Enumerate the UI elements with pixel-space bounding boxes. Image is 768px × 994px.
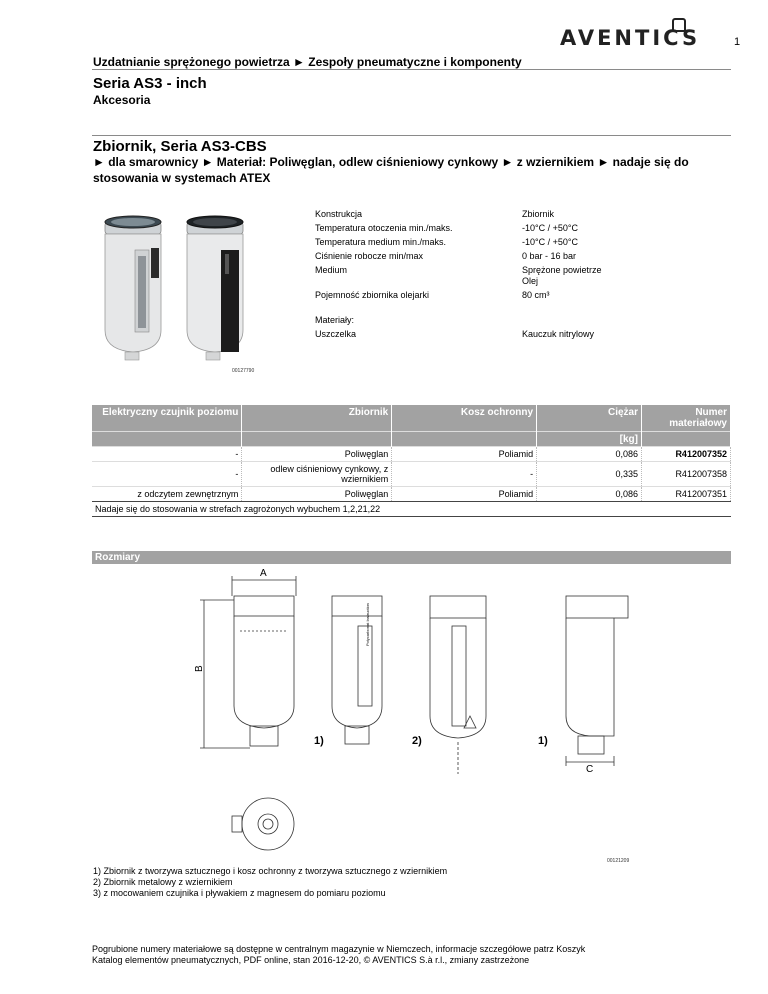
table-cell: z odczytem zewnętrznym bbox=[92, 487, 242, 502]
callout: 2) bbox=[412, 735, 422, 747]
order-table bbox=[92, 405, 731, 517]
materials-heading: Materiały: bbox=[315, 315, 355, 325]
unit-cell bbox=[92, 432, 242, 447]
footer-line: Katalog elementów pneumatycznych, PDF online, stan 2016-12-20, © AVENTICS S.à r.l., zmiany zastrzeżone bbox=[92, 955, 530, 965]
table-note-row bbox=[92, 502, 731, 517]
spec-value: -10°C / +50°C bbox=[522, 237, 578, 247]
side-text: Polycarbonat Instruction bbox=[365, 603, 370, 646]
spec-value: -10°C / +50°C bbox=[522, 223, 578, 233]
spec-label: Pojemność zbiornika olejarki bbox=[315, 290, 430, 300]
table-row bbox=[92, 462, 731, 487]
table-row bbox=[92, 487, 731, 502]
spec-label: Konstrukcja bbox=[315, 209, 363, 219]
table-cell: 0,086 bbox=[537, 447, 642, 462]
table-note: Nadaje się do stosowania w strefach zagrożonych wybuchem 1,2,21,22 bbox=[92, 502, 731, 517]
product-tagline: ► dla smarownicy ► Materiał: Poliwęglan, odlew ciśnieniowy cynkowy ► z wziernikiem ► nadaje się do stosowania w systemach ATEX bbox=[93, 155, 689, 185]
footer-line: Pogrubione numery materiałowe są dostępne w centralnym magazynie w Niemczech, informacje szczegółowe patrz Koszyk bbox=[92, 944, 586, 954]
materials-label: Uszczelka bbox=[315, 329, 357, 339]
column-header: Zbiornik bbox=[242, 405, 392, 432]
unit-cell bbox=[392, 432, 537, 447]
footnotes bbox=[93, 866, 447, 899]
page-number: 1 bbox=[734, 36, 741, 48]
table-cell: Poliamid bbox=[392, 487, 537, 502]
unit-cell bbox=[242, 432, 392, 447]
table-cell: 0,086 bbox=[537, 487, 642, 502]
column-header: Ciężar bbox=[537, 405, 642, 432]
image-code: 00127790 bbox=[232, 368, 255, 374]
material-number: R412007358 bbox=[642, 462, 731, 487]
product-title: Zbiornik, Seria AS3-CBS bbox=[93, 138, 267, 155]
table-header-row bbox=[92, 405, 731, 432]
footnote: 1) Zbiornik z tworzywa sztucznego i kosz ochronny z tworzywa sztucznego z wziernikiem bbox=[93, 866, 448, 876]
callout: 1) bbox=[538, 735, 548, 747]
callout: 1) bbox=[314, 735, 324, 747]
aventics-logo-mark-icon bbox=[672, 18, 686, 32]
spec-label: Medium bbox=[315, 265, 348, 275]
page-footer bbox=[92, 944, 712, 966]
unit-cell: [kg] bbox=[537, 432, 642, 447]
spec-value: Zbiornik bbox=[522, 209, 555, 219]
breadcrumb: Uzdatnianie sprężonego powietrza ► Zespoły pneumatyczne i komponenty bbox=[93, 55, 522, 69]
series-subtitle: Akcesoria bbox=[93, 93, 151, 107]
table-cell: Poliwęglan bbox=[242, 447, 392, 462]
bowl-photo-1 bbox=[105, 216, 161, 360]
spec-label: Temperatura medium min./maks. bbox=[315, 237, 447, 247]
aventics-logo: AVENTICS bbox=[560, 26, 701, 50]
column-header: Elektryczny czujnik poziomu bbox=[92, 405, 242, 432]
bowl-photo-2 bbox=[187, 216, 243, 360]
series-title: Seria AS3 - inch bbox=[93, 75, 207, 92]
table-cell: odlew ciśnieniowy cynkowy, z wziernikiem bbox=[242, 462, 392, 487]
dimension-label-a: A bbox=[260, 568, 267, 579]
table-cell: - bbox=[92, 462, 242, 487]
table-cell: Poliwęglan bbox=[242, 487, 392, 502]
material-number: R412007352 bbox=[642, 447, 731, 462]
spec-label: Ciśnienie robocze min/max bbox=[315, 251, 424, 261]
material-number: R412007351 bbox=[642, 487, 731, 502]
spec-value: Sprężone powietrze bbox=[522, 265, 602, 275]
spec-label: Temperatura otoczenia min./maks. bbox=[315, 223, 453, 233]
product-photo bbox=[95, 210, 265, 370]
dimension-drawing bbox=[190, 566, 650, 856]
table-unit-row bbox=[92, 432, 731, 447]
materials-value: Kauczuk nitrylowy bbox=[522, 329, 595, 339]
unit-cell bbox=[642, 432, 731, 447]
spec-value-2: Olej bbox=[522, 276, 539, 286]
table-cell: - bbox=[392, 462, 537, 487]
spec-value: 0 bar - 16 bar bbox=[522, 251, 577, 261]
footnote: 2) Zbiornik metalowy z wziernikiem bbox=[93, 877, 233, 887]
column-header: Numer materiałowy bbox=[642, 405, 731, 432]
section-title-dimensions: Rozmiary bbox=[92, 551, 731, 564]
product-divider bbox=[92, 135, 731, 136]
dimension-label-b: B bbox=[194, 665, 205, 672]
spec-value: 80 cm³ bbox=[522, 290, 550, 300]
table-cell: Poliamid bbox=[392, 447, 537, 462]
table-cell: 0,335 bbox=[537, 462, 642, 487]
footnote: 3) z mocowaniem czujnika i pływakiem z magnesem do pomiaru poziomu bbox=[93, 888, 386, 898]
column-header: Kosz ochronny bbox=[392, 405, 537, 432]
table-cell: - bbox=[92, 447, 242, 462]
header-divider bbox=[92, 69, 731, 70]
table-row bbox=[92, 447, 731, 462]
drawing-code: 00121209 bbox=[607, 858, 630, 864]
dimension-label-c: C bbox=[586, 764, 594, 775]
